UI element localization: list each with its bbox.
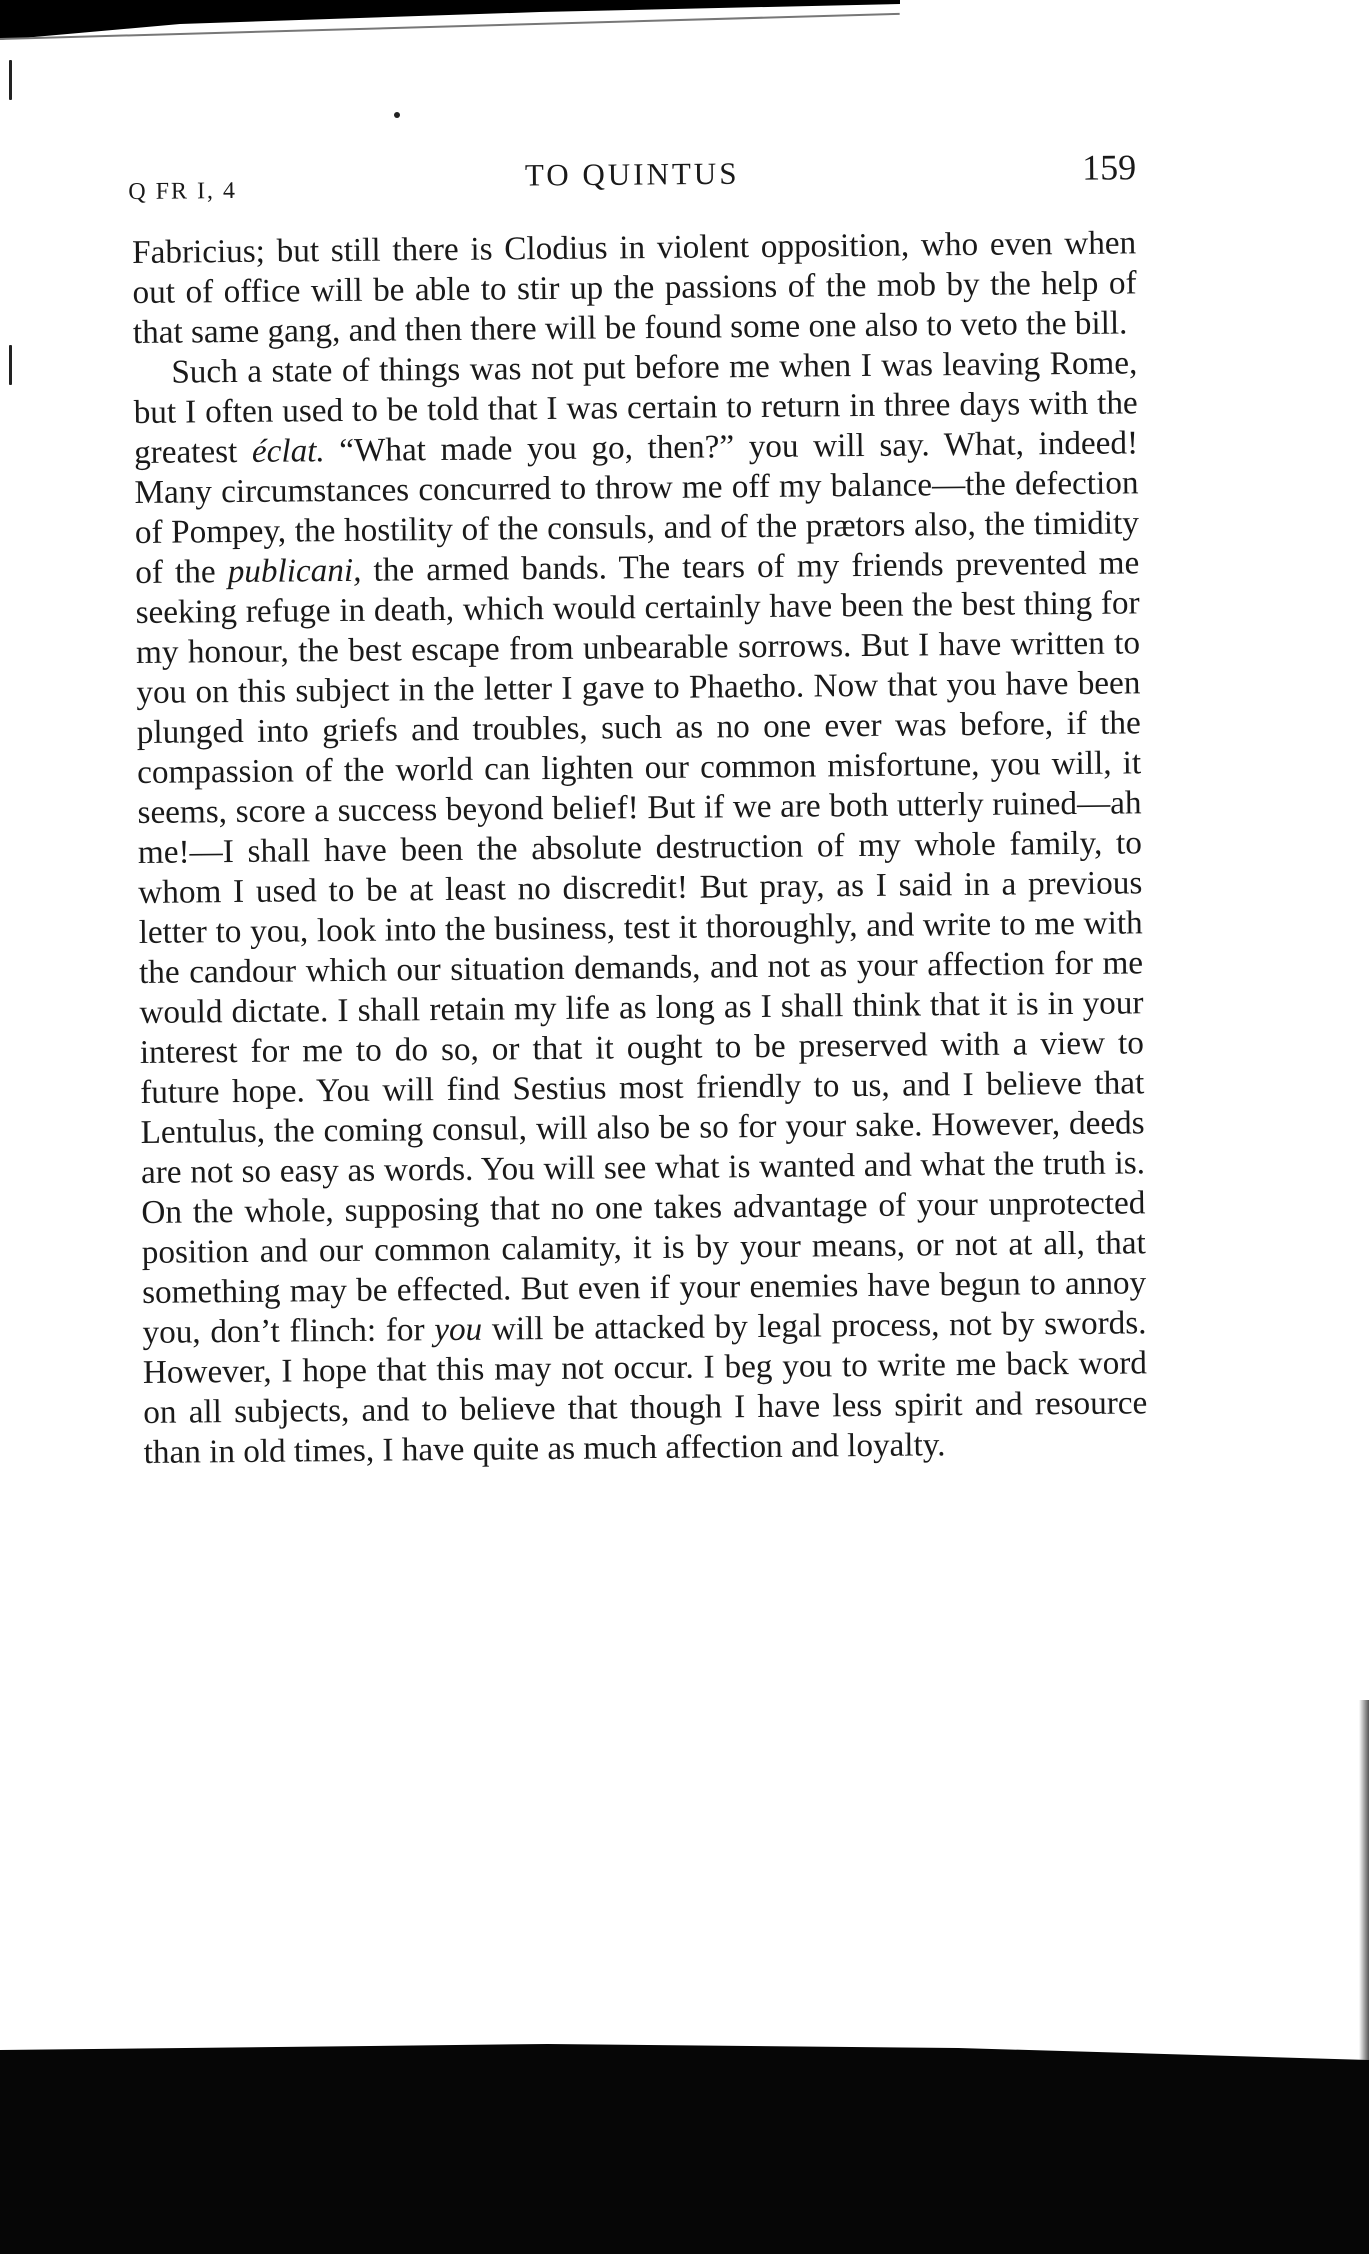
scan-mark xyxy=(9,345,12,385)
italic-publicani: publicani, xyxy=(227,551,362,591)
paragraph-2-part-b: “What made you go, then?” you will say. What, indeed! Many circumstances concurred to throw me off my balance—the defection of Pompey, the hostility of the consuls, and of the prætors also, the timidity of the xyxy=(134,424,1140,591)
scan-edge-bottom xyxy=(0,2040,1369,2254)
paragraph-2 xyxy=(133,343,1148,1473)
scan-edge-right xyxy=(1359,1700,1369,2080)
italic-you: you xyxy=(434,1310,483,1349)
running-title: TO QUINTUS xyxy=(524,155,740,193)
section-reference: Q FR I, 4 xyxy=(128,178,238,205)
page-number: 159 xyxy=(1081,147,1137,188)
italic-eclat: éclat. xyxy=(251,432,325,470)
paragraph-1: Fabricius; but still there is Clodius in violent opposition, who even when out of office will be able to stir up the passions of the mob by the help of that same gang, and then there will be found some one also to veto the bill. xyxy=(132,224,1137,351)
scan-mark xyxy=(9,60,12,100)
body-text xyxy=(132,223,1148,1473)
ink-speck xyxy=(394,112,400,118)
paragraph-2-part-c: the armed bands. The tears of my friends prevented me seeking refuge in death, which would certainly have been the best thing for my honour, the best escape from unbearable sorrows. But I have written to you on this subject in the letter I gave to Phaetho. Now that you have been plunged into griefs and troubles, such as no one ever was before, if the compassion of the world can lighten our common misfortune, you will, it seems, score a success beyond belief! But if we are both utterly ruined—ah me!—I shall have been the absolute destruction of my whole family, to whom I used to be at least no discredit! But pray, as I said in a previous letter to you, look into the business, test it thoroughly, and write to me with the candour which our situation demands, and not as your affection for me would dictate. I shall retain my life as long as I shall think that it is in your interest for me to do so, or that it ought to be preserved with a view to future hope. You will find Sestius most friendly to us, and I believe that Lentulus, the coming consul, will also be so for your sake. However, deeds are not so easy as words. You will see what is wanted and what the truth is. On the whole, supposing that no one takes advantage of your unprotected position and our common calamity, it is by your means, or not at all, that something may be effected. But even if your enemies have begun to annoy you, don’t flinch: for xyxy=(135,544,1147,1351)
running-header xyxy=(128,146,1136,205)
paragraph-2-part-d: will be attacked by legal process, not by swords. However, I hope that this may not occur. I beg you to write me back word on all subjects, and to believe that though I have less spirit and resource than in old times, I have quite as much affection and loyalty. xyxy=(142,1304,1148,1471)
paragraph-2-part-a: Such a state of things was not put before me when I was leaving Rome, but I often used to be told that I was certain to return in three days with the greatest xyxy=(133,344,1138,471)
